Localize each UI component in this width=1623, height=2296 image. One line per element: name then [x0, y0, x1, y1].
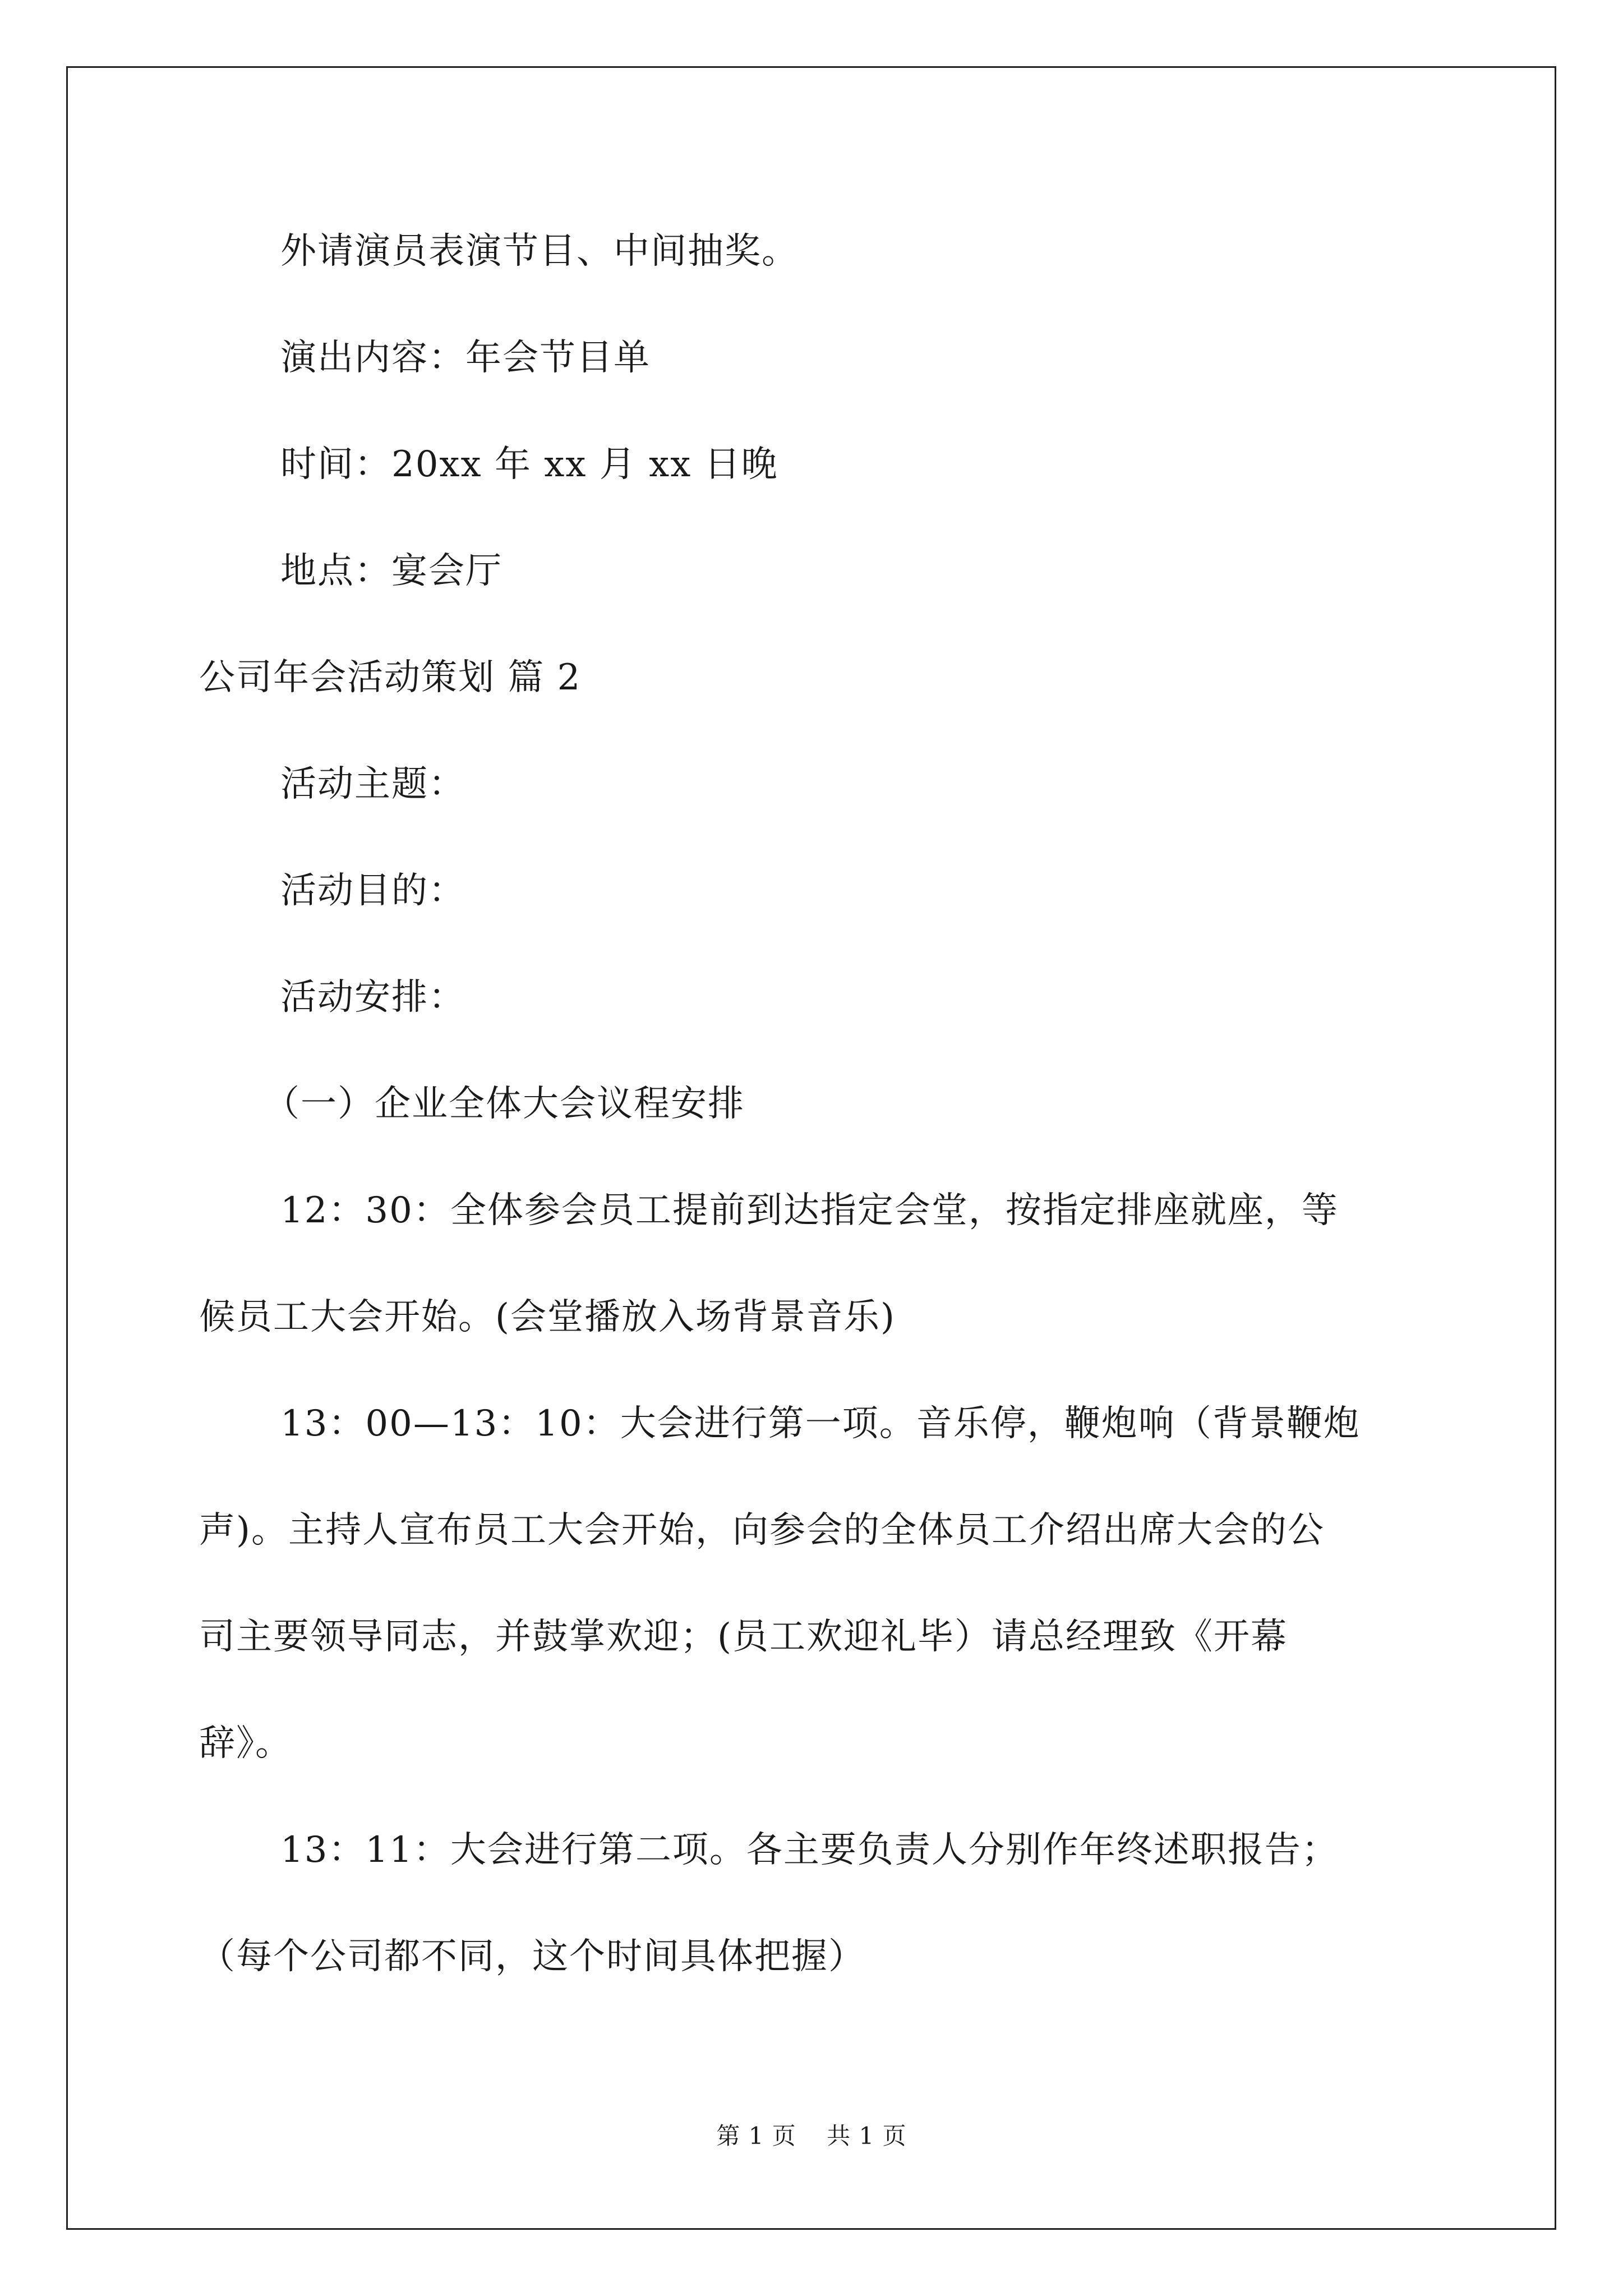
subsection-heading: （一）企业全体大会议程安排 [264, 1083, 745, 1125]
paragraph-line: 活动安排： [280, 977, 465, 1018]
paragraph-line: 司主要领导同志，并鼓掌欢迎；(员工欢迎礼毕）请总经理致《开幕 [199, 1616, 1288, 1658]
page-border [66, 66, 1556, 2230]
paragraph-line: 候员工大会开始。(会堂播放入场背景音乐) [199, 1296, 896, 1338]
paragraph-line: 辞》。 [199, 1723, 292, 1764]
page-footer [0, 2120, 1623, 2152]
paragraph-line: 12：30：全体参会员工提前到达指定会堂，按指定排座就座，等 [280, 1190, 1339, 1231]
paragraph-line: 声)。主持人宣布员工大会开始，向参会的全体员工介绍出席大会的公 [199, 1510, 1325, 1551]
paragraph-line: 13：00—13：10：大会进行第一项。音乐停，鞭炮响（背景鞭炮 [280, 1403, 1361, 1444]
paragraph-line: 活动主题： [280, 763, 465, 805]
paragraph-line: 活动目的： [280, 870, 465, 912]
page-total: 共 1 页 [827, 2122, 907, 2150]
section-heading: 公司年会活动策划 篇 2 [199, 657, 582, 698]
page-number: 第 1 页 [716, 2122, 796, 2150]
paragraph-line: 地点：宴会厅 [280, 550, 502, 592]
paragraph-line: （每个公司都不同，这个时间具体把握） [199, 1936, 865, 1977]
paragraph-line: 外请演员表演节目、中间抽奖。 [280, 231, 799, 272]
paragraph-line: 时间：20xx 年 xx 月 xx 日晚 [280, 444, 778, 485]
paragraph-line: 演出内容：年会节目单 [280, 337, 651, 379]
paragraph-line: 13：11：大会进行第二项。各主要负责人分别作年终述职报告； [280, 1829, 1339, 1871]
